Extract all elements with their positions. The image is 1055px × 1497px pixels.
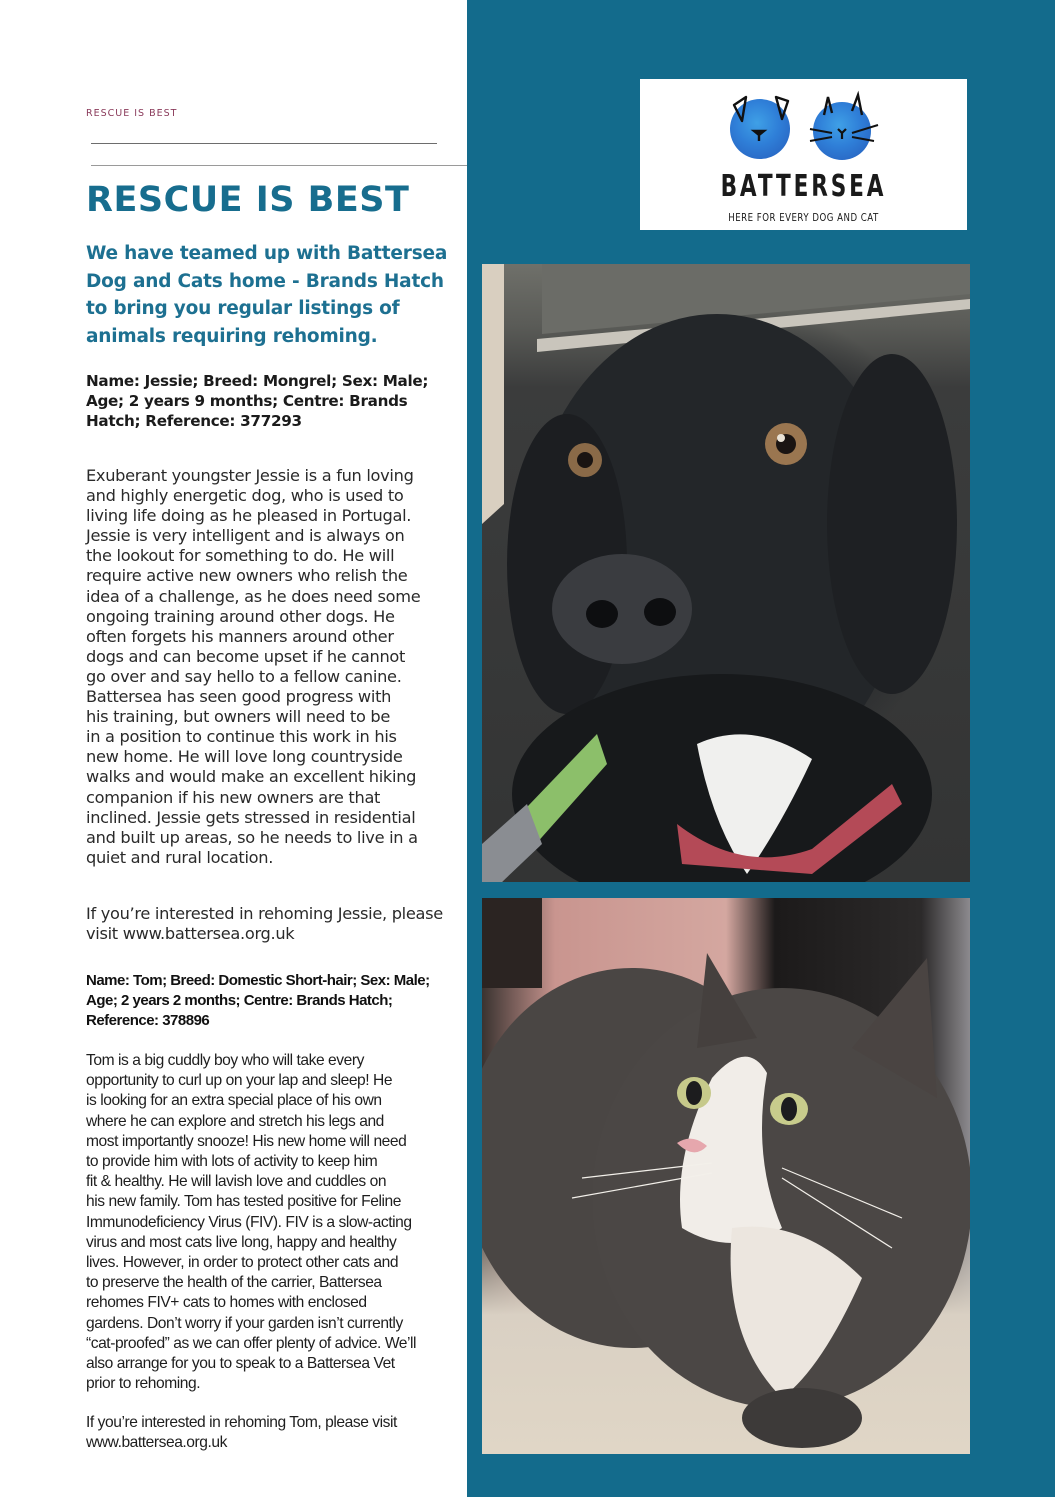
photo-tom-cat (482, 898, 970, 1454)
cat-face-icon (810, 95, 878, 160)
listing-details-tom: Name: Tom; Breed: Domestic Short-hair; Sex: Male; Age; 2 years 2 months; Centre: Brands Hatch; Reference: 378896 (86, 972, 430, 1029)
dog-face-icon (730, 97, 790, 159)
logo-faces-icon (724, 85, 884, 165)
running-header: RESCUE IS BEST (86, 108, 178, 119)
listing-cta-tom: If you’re interested in rehoming Tom, please visit www.battersea.org.uk (86, 1414, 397, 1452)
photo-jessie-dog (482, 264, 970, 882)
cat-photo-illustration (482, 898, 970, 1454)
logo-wordmark: BATTERSEA (720, 169, 887, 204)
intro-paragraph: We have teamed up with Battersea Dog and Cats home - Brands Hatch to bring you regular listings of animals requiring rehoming. (86, 243, 448, 347)
battersea-logo (640, 79, 967, 230)
dog-photo-illustration (482, 264, 970, 882)
logo-tagline: HERE FOR EVERY DOG AND CAT (728, 212, 879, 224)
article-column (0, 0, 467, 1497)
listing-details-jessie: Name: Jessie; Breed: Mongrel; Sex: Male; Age; 2 years 9 months; Centre: Brands Hatch; Reference: 377293 (86, 372, 429, 430)
listing-body-jessie: Exuberant youngster Jessie is a fun loving and highly energetic dog, who is used to living life doing as he pleased in Portugal. Jessie is very intelligent and is always on the lookout for something to do. He will require active new owners who relish the idea of a challenge, as he does need some ongoing training around other dogs. He often forgets his manners around other dogs and can become upset if he cannot go over and say hello to a fellow canine. Battersea has seen good progress with his training, but owners will need to be in a position to continue this work in his new home. He will love long countryside walks and would make an excellent hiking companion if his new owners are that inclined. Jessie gets stressed in residential and built up areas, so he needs to live in a quiet and rural location. (86, 466, 421, 867)
listing-cta-jessie: If you’re interested in rehoming Jessie, please visit www.battersea.org.uk (86, 904, 443, 944)
header-divider (91, 143, 437, 144)
page-title: RESCUE IS BEST (86, 180, 410, 220)
title-divider (91, 165, 467, 166)
listing-body-tom: Tom is a big cuddly boy who will take every opportunity to curl up on your lap and sleep! He is looking for an extra special place of his own where he can explore and stretch his legs and most importantly snooze! His new home will need to provide him with lots of activity to keep him fit & healthy. He will lavish love and cuddles on his new family. Tom has tested positive for Feline Immunodeficiency Virus (FIV). FIV is a slow-acting virus and most cats live long, happy and healthy lives. However, in order to protect other cats and to preserve the health of the carrier, Battersea rehomes FIV+ cats to homes with enclosed gardens. Don’t worry if your garden isn’t currently “cat-proofed” as we can offer plenty of advice. We’ll also arrange for you to speak to a Battersea Vet prior to rehoming. (86, 1052, 417, 1393)
